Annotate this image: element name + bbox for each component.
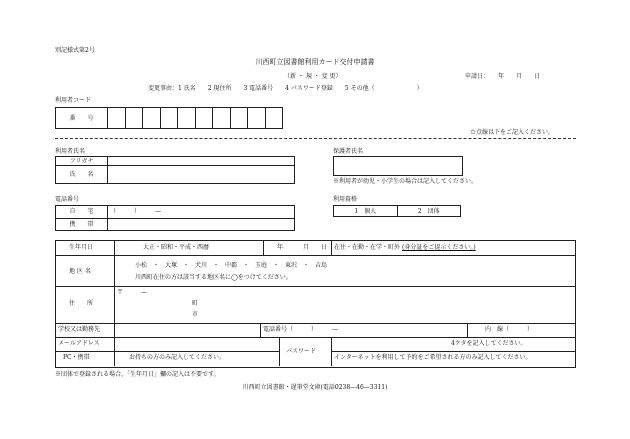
user-code-row-label: 番 号: [56, 108, 108, 129]
code-digit-cell[interactable]: [265, 108, 283, 129]
form-subtitle: （新 ・ 規 ・ 変 更）: [284, 73, 342, 80]
code-digit-cell[interactable]: [248, 108, 266, 129]
code-digit-cell[interactable]: [230, 108, 248, 129]
code-digit-cell[interactable]: [143, 108, 161, 129]
address-label: 住 所: [69, 300, 94, 307]
password-label: パスワード: [286, 348, 317, 355]
eligibility-table: [333, 205, 461, 217]
form-title: 川西町立図書館利用カード交付申請書: [255, 58, 375, 66]
password-note-internet: インターネットを利用して予約をご希望される方のみ記入してください。: [334, 354, 532, 361]
work-phone-field[interactable]: 電話番号（ ） —: [263, 326, 339, 333]
user-name-label: 利用者氏名: [55, 148, 86, 155]
library-contact-footer: 川西町立図書館・遅筆堂文庫(電話0238—46—3311): [242, 384, 388, 391]
code-digit-cell[interactable]: [195, 108, 213, 129]
eligibility-label: 利用資格: [333, 196, 358, 203]
residency-note: (身分証をご提示ください。): [402, 244, 476, 251]
dotted-line-note: ☆点線以下をご記入ください。: [470, 129, 555, 136]
guardian-label: 保護者氏名: [333, 148, 364, 155]
district-label: 地 区 名: [69, 268, 91, 275]
user-name-table: [55, 156, 295, 184]
code-digit-cell[interactable]: [160, 108, 178, 129]
district-options[interactable]: 小松 ・ 大塚 ・ 犬川 ・ 中郡 ・ 玉庭 ・ 東沢 ・ 吉島: [135, 262, 328, 269]
birth-year[interactable]: 年: [277, 244, 284, 251]
code-digit-cell[interactable]: [125, 108, 143, 129]
pc-mobile-label: PC・携帯: [63, 354, 90, 361]
code-digit-cell[interactable]: [108, 108, 126, 129]
birth-month[interactable]: 月: [303, 244, 310, 251]
postal-code-field[interactable]: 〒 —: [117, 289, 148, 296]
main-table: [55, 240, 576, 368]
address-town: 町: [192, 300, 199, 307]
mobile-phone-label: 携 帯: [56, 218, 108, 231]
birthdate-label: 生年月日: [69, 244, 94, 251]
mobile-phone-field[interactable]: [108, 218, 295, 231]
name-label: 氏 名: [56, 166, 108, 184]
home-phone-label: 自 宅: [56, 206, 108, 219]
code-digit-cell[interactable]: [213, 108, 231, 129]
furigana-label: フリガナ: [56, 157, 108, 166]
era-options[interactable]: 大正・昭和・平成・西暦: [143, 244, 210, 251]
extension-field[interactable]: 内 線（ ）: [485, 326, 534, 333]
home-phone-field[interactable]: （ ） —: [108, 206, 295, 219]
eligibility-individual[interactable]: 1 個人: [334, 206, 398, 217]
phone-table: [55, 205, 295, 231]
group-footnote: ※団体で登録される場合、「生年月日」欄の記入は不要です。: [55, 371, 220, 378]
dotted-divider: [55, 138, 576, 139]
code-digit-cell[interactable]: [178, 108, 196, 129]
application-date: 申請日： 年 月 日: [465, 73, 541, 80]
district-note: 川西町在住の方は該当する地区名に◯をつけてください。: [135, 274, 292, 281]
residency-options[interactable]: 在住・在勤・在学・町外: [334, 244, 401, 251]
name-field[interactable]: [108, 166, 295, 184]
address-city: 市: [192, 311, 199, 318]
guardian-field[interactable]: [333, 156, 463, 176]
form-number: 別記様式第2号: [55, 47, 95, 54]
guardian-note: ※利用者が幼児・小学生の場合は記入してください。: [333, 178, 478, 185]
phone-label: 電話番号: [55, 196, 80, 203]
user-code-label: 利用者コード: [55, 97, 92, 104]
eligibility-group[interactable]: 2 団体: [397, 206, 461, 217]
email-label: メールアドレス: [58, 340, 100, 347]
birth-day[interactable]: 日: [321, 244, 328, 251]
change-reason: 変更事由：1 氏名 2 現住所 3 電話番号 4 パスワード登録 5 その他（ ）: [148, 85, 423, 92]
password-note-digits: 4ケタを記入してください。: [451, 340, 527, 347]
user-code-table: [55, 107, 283, 129]
school-work-label: 学校又は勤務先: [58, 326, 101, 333]
email-note: お持ちの方のみ記入してください。: [129, 354, 226, 361]
furigana-field[interactable]: [108, 157, 295, 166]
